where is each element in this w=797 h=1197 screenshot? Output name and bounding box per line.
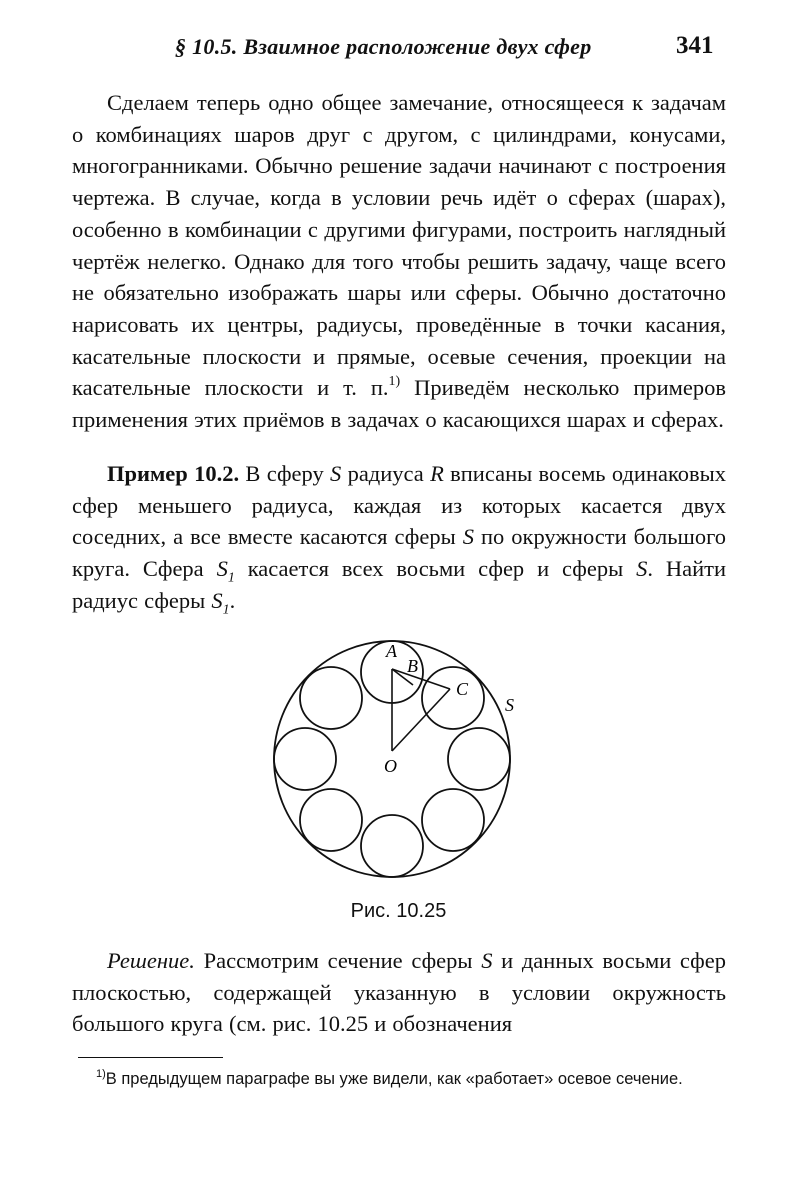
example-text: касается всех восьми сфер и сферы bbox=[234, 556, 637, 582]
example-text: В сферу bbox=[239, 461, 331, 486]
math-S: S bbox=[330, 461, 342, 486]
math-S1-sub: 1 bbox=[222, 602, 230, 618]
footnote-text: В предыдущем параграфе вы уже видели, как «работает» осевое сечение. bbox=[105, 1070, 683, 1088]
label-O: O bbox=[384, 756, 397, 776]
footnote-divider bbox=[78, 1057, 223, 1058]
segment-OC bbox=[392, 689, 450, 751]
page-header bbox=[0, 28, 797, 68]
inner-circle-3 bbox=[448, 728, 510, 790]
example-text: по окружности большого круга. Сфера bbox=[72, 524, 726, 582]
label-B: B bbox=[407, 656, 418, 676]
inner-circle-7 bbox=[274, 728, 336, 790]
figure-caption: Рис. 10.25 bbox=[350, 900, 447, 922]
label-A: A bbox=[386, 641, 397, 661]
math-S: S bbox=[481, 948, 493, 973]
paragraph-intro bbox=[72, 87, 726, 436]
segment-AC bbox=[392, 669, 450, 689]
math-R: R bbox=[430, 461, 444, 486]
solution-text: и данных восьми сфер плоскостью, содержащей указанную в условии окружность большого круга (см. рис. 10.25 и обозначения bbox=[72, 948, 726, 1037]
label-C: C bbox=[456, 679, 469, 699]
page-number: 341 bbox=[676, 32, 714, 59]
footnote bbox=[78, 1068, 724, 1090]
math-S1 bbox=[211, 587, 230, 618]
footnote-mark: 1) bbox=[96, 1067, 106, 1080]
math-S1-sub: 1 bbox=[227, 570, 235, 586]
solution-text: Рассмотрим сечение сферы bbox=[194, 948, 482, 973]
inner-circle-2 bbox=[422, 667, 484, 729]
example-text: радиуса bbox=[341, 461, 431, 486]
solution-paragraph bbox=[72, 945, 726, 1040]
footnote-reference: 1) bbox=[388, 373, 401, 389]
math-S1-base: S bbox=[216, 556, 228, 582]
example-text: . Найти радиус сферы bbox=[72, 556, 726, 613]
paragraph-intro-text: Сделаем теперь одно общее замечание, относящееся к задачам о комбинациях шаров друг с другом, с цилиндрами, конусами, многогранниками. Обычно решение задачи начинают с построения чертежа. В случае, когда в условии речь идёт о сферах (шарах), особенно в комбинации с другими фигурами, построить наглядный чертёж нелегко. Однако для того чтобы решить задачу, чаще всего не обязательно изображать шары или сферы. Обычно достаточно нарисовать их центры, радиусы, проведённые в точки касания, касательные плоскости и прямые, осевые сечения, проекции на касательные плоскости и т. п. bbox=[72, 90, 726, 401]
math-S1-base: S bbox=[211, 587, 223, 613]
math-S: S bbox=[462, 524, 474, 550]
figure-10-25 bbox=[265, 632, 530, 887]
example-label: Пример 10.2. bbox=[107, 461, 240, 486]
example-statement bbox=[72, 458, 726, 617]
solution-label: Решение. bbox=[107, 948, 195, 973]
paragraph-intro-text-end: Приведём несколько примеров применения этих приёмов в задачах о касающихся шарах и сферах. bbox=[72, 375, 726, 433]
running-title: § 10.5. Взаимное расположение двух сфер bbox=[175, 34, 592, 59]
example-text: . bbox=[229, 587, 236, 613]
example-text: вписаны восемь одинаковых сфер меньшего радиуса, каждая из которых касается двух соседних, а все вместе касаются сферы bbox=[72, 461, 727, 550]
inner-circle-6 bbox=[300, 789, 362, 851]
label-S: S bbox=[505, 695, 514, 715]
inner-circle-5 bbox=[361, 815, 423, 877]
inner-circle-8 bbox=[300, 667, 362, 729]
math-S1 bbox=[216, 556, 235, 586]
inner-circle-4 bbox=[422, 789, 484, 851]
math-S: S bbox=[636, 556, 648, 582]
figure-diagram bbox=[265, 632, 530, 887]
